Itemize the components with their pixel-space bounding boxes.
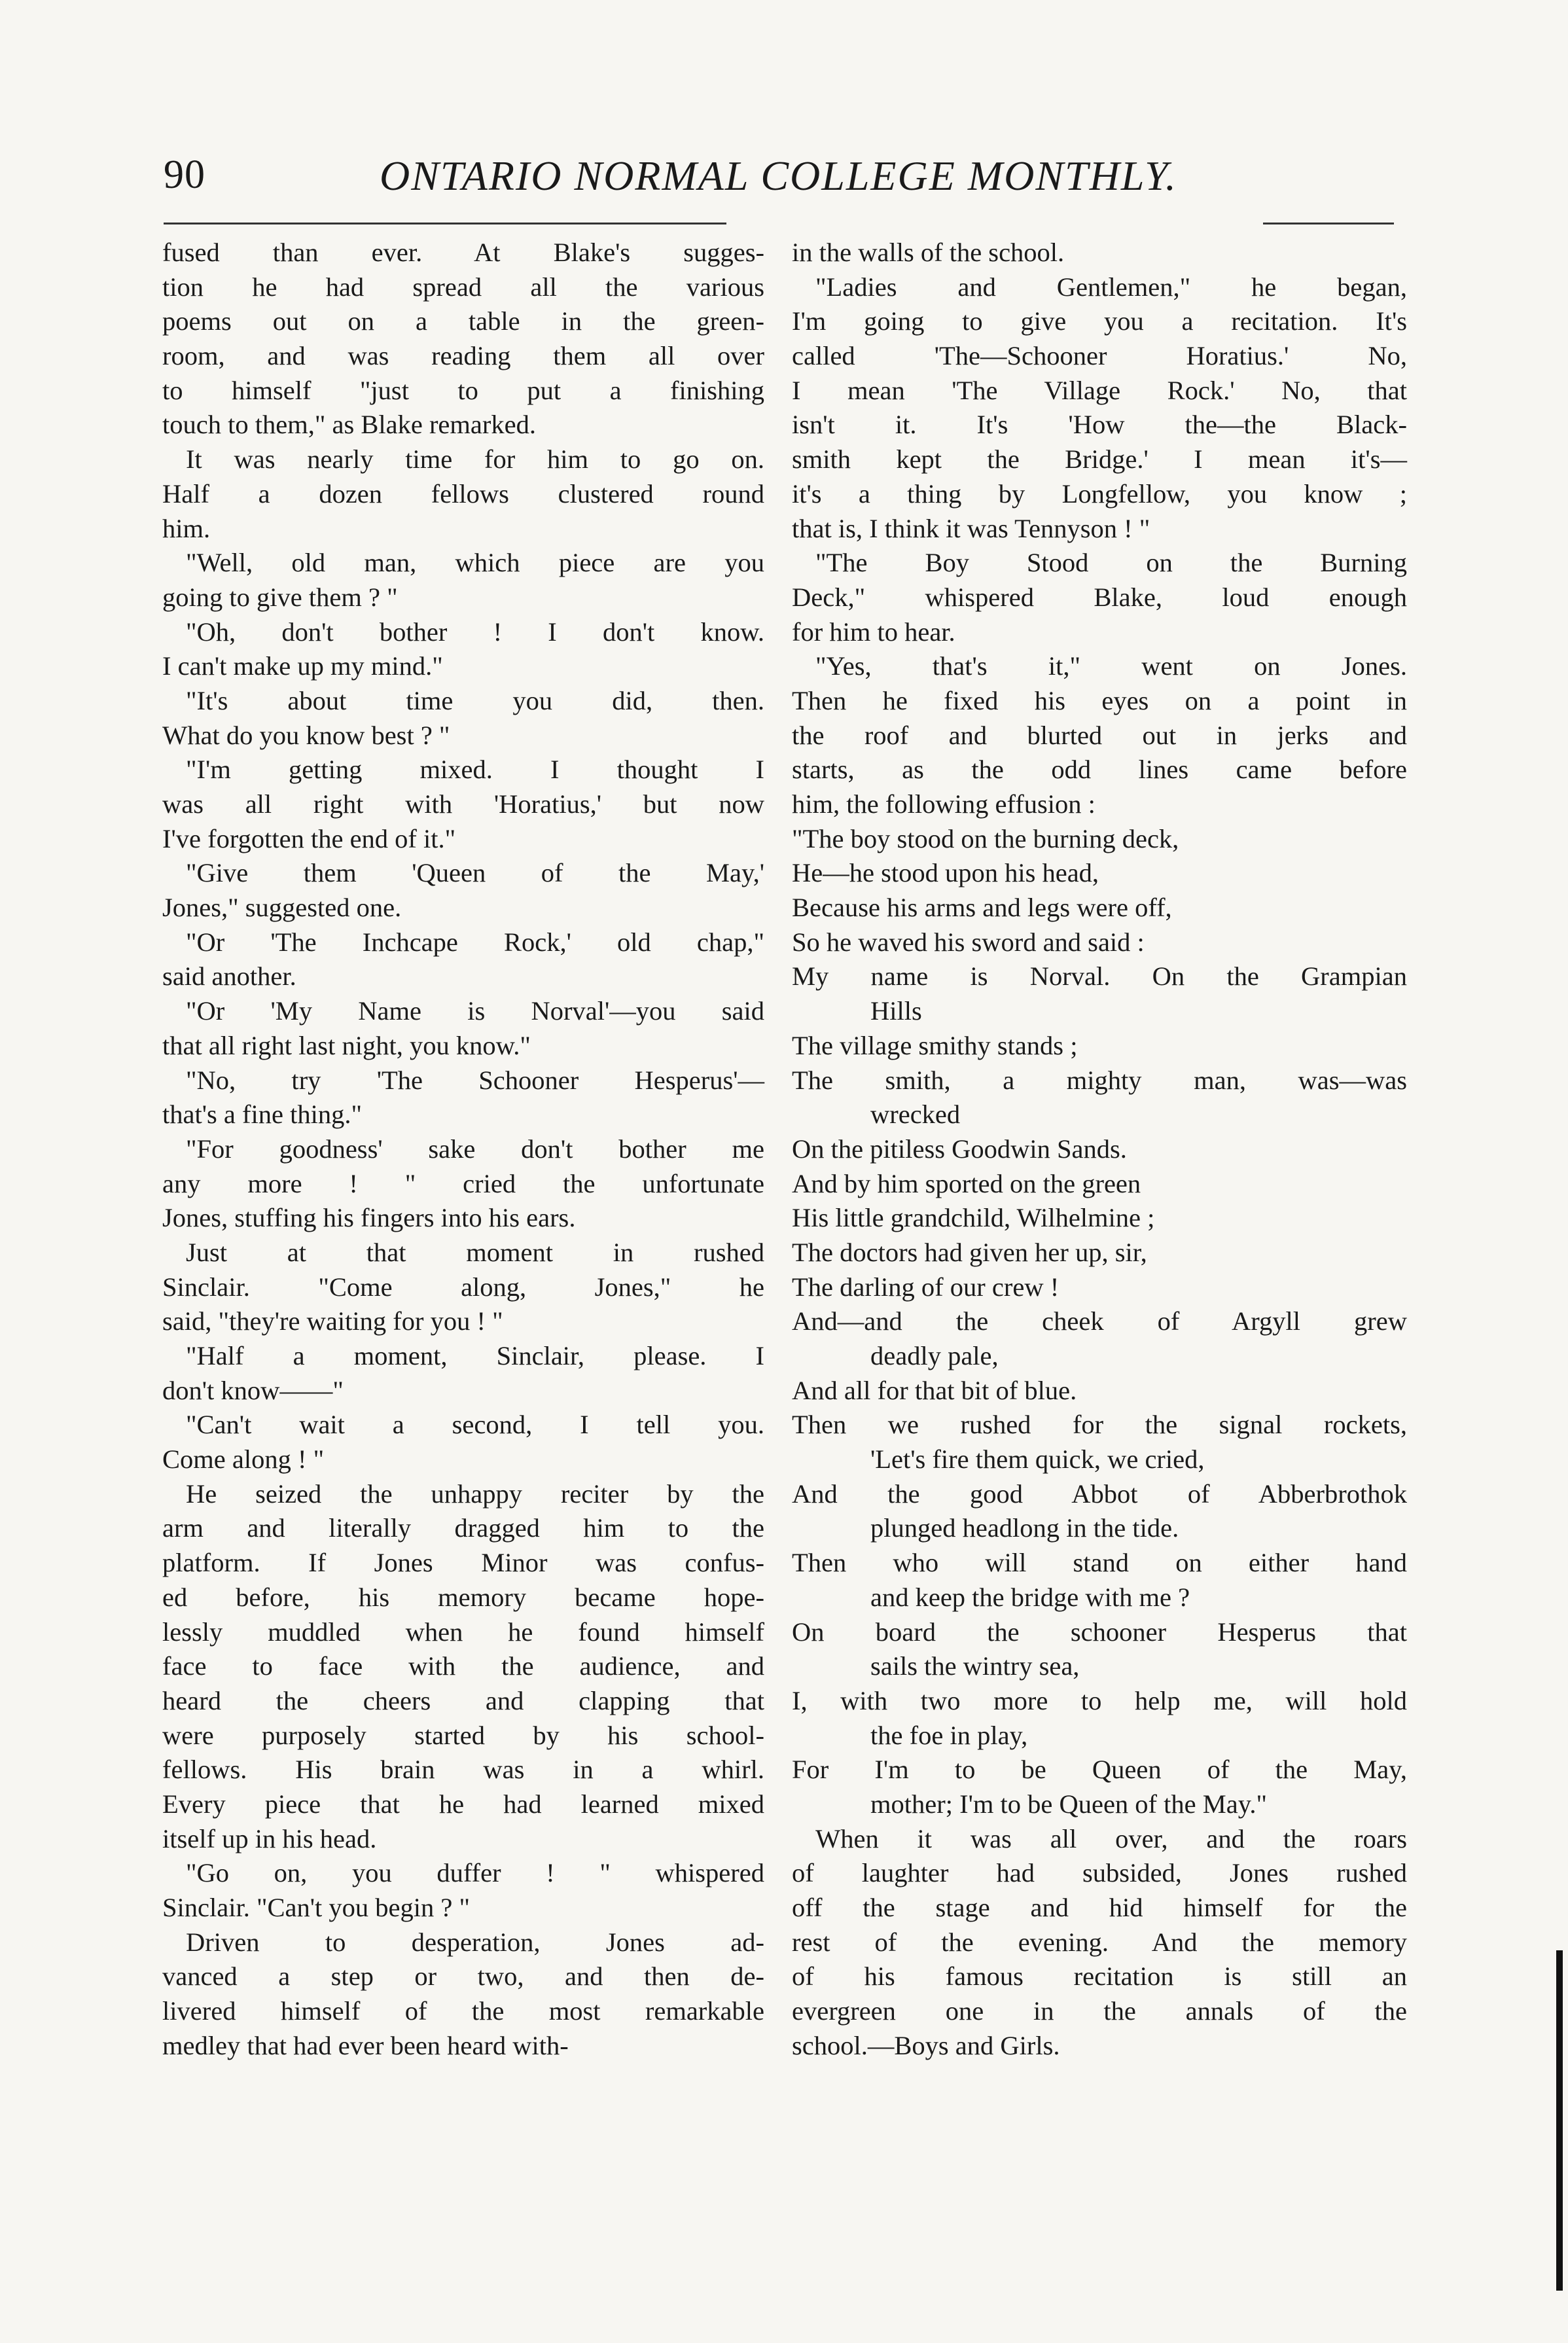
text-line: that all right last night, you know." xyxy=(162,1030,531,1060)
text-line: fellows. His brain was in a whirl. xyxy=(162,1755,764,1785)
text-line: in the walls of the school. xyxy=(792,238,1065,267)
text-line: And the good Abbot of Abberbrothok xyxy=(792,1478,1407,1509)
text-line: What do you know best ? " xyxy=(162,720,450,750)
text-line: deadly pale, xyxy=(870,1341,999,1370)
text-line: to himself "just to put a finishing xyxy=(162,375,764,405)
text-line: Sinclair. "Can't you begin ? " xyxy=(162,1893,471,1922)
text-line: "The boy stood on the burning deck, xyxy=(792,823,1179,853)
text-line: "Oh, don't bother ! I don't know. xyxy=(186,617,764,647)
text-line: was all right with 'Horatius,' but now xyxy=(162,789,764,819)
text-line: said another. xyxy=(162,961,296,992)
text-line: Driven to desperation, Jones ad- xyxy=(186,1927,764,1957)
page-header xyxy=(164,152,1394,211)
text-line: Because his arms and legs were off, xyxy=(792,893,1172,923)
text-line: Jones, stuffing his fingers into his ears. xyxy=(162,1203,576,1233)
text-line: and keep the bridge with me ? xyxy=(870,1582,1190,1612)
text-line: Hills xyxy=(870,996,922,1026)
right-text-column xyxy=(792,236,1407,2063)
text-line: of laughter had subsided, Jones rushed xyxy=(792,1858,1407,1888)
text-line: starts, as the odd lines came before xyxy=(792,755,1407,785)
text-line: itself up in his head. xyxy=(162,1823,377,1853)
text-line: that's a fine thing." xyxy=(162,1100,363,1130)
text-line: I mean 'The Village Rock.' No, that xyxy=(792,375,1407,405)
text-line: Deck," whispered Blake, loud enough xyxy=(792,582,1407,612)
text-line: him. xyxy=(162,513,211,543)
text-line: Every piece that he had learned mixed xyxy=(162,1789,764,1819)
text-line: So he waved his sword and said : xyxy=(792,927,1145,957)
text-line: Then he fixed his eyes on a point in xyxy=(792,685,1407,715)
text-line: evergreen one in the annals of the xyxy=(792,1996,1407,2026)
page-number: 90 xyxy=(164,152,205,197)
text-line: said, "they're waiting for you ! " xyxy=(162,1306,503,1336)
text-line: "It's about time you did, then. xyxy=(186,685,764,715)
text-line: don't know——" xyxy=(162,1375,344,1405)
text-line: "Or 'The Inchcape Rock,' old chap," xyxy=(186,927,764,957)
text-line: On the pitiless Goodwin Sands. xyxy=(792,1134,1127,1164)
text-line: isn't it. It's 'How the—the Black- xyxy=(792,410,1407,440)
text-line: I, with two more to help me, will hold xyxy=(792,1685,1407,1715)
text-line: "I'm getting mixed. I thought I xyxy=(186,755,764,785)
text-line: Then we rushed for the signal rockets, xyxy=(792,1410,1407,1440)
text-line: "No, try 'The Schooner Hesperus'— xyxy=(186,1065,764,1095)
text-line: for him to hear. xyxy=(792,617,955,647)
text-line: it's a thing by Longfellow, you know ; xyxy=(792,478,1407,509)
text-line: He seized the unhappy reciter by the xyxy=(186,1478,764,1509)
text-line: ed before, his memory became hope- xyxy=(162,1582,764,1612)
text-line: the foe in play, xyxy=(870,1720,1028,1750)
text-line: "Go on, you duffer ! " whispered xyxy=(186,1858,764,1888)
text-line: plunged headlong in the tide. xyxy=(870,1513,1179,1543)
text-line: It was nearly time for him to go on. xyxy=(186,444,764,474)
text-line: going to give them ? " xyxy=(162,582,398,612)
text-line: any more ! " cried the unfortunate xyxy=(162,1168,764,1198)
text-line: him, the following effusion : xyxy=(792,789,1096,819)
text-line: "Well, old man, which piece are you xyxy=(186,548,764,578)
text-line: mother; I'm to be Queen of the May." xyxy=(870,1789,1268,1819)
text-line: face to face with the audience, and xyxy=(162,1651,764,1681)
margin-bar xyxy=(1556,1950,1563,2291)
text-line: "Ladies and Gentlemen," he began, xyxy=(815,272,1407,302)
text-line: He—he stood upon his head, xyxy=(792,858,1099,888)
text-line: "Half a moment, Sinclair, please. I xyxy=(186,1341,764,1370)
text-line: "For goodness' sake don't bother me xyxy=(186,1134,764,1164)
text-line: I can't make up my mind." xyxy=(162,651,443,681)
text-line: 'Let's fire them quick, we cried, xyxy=(870,1444,1205,1475)
left-text-column xyxy=(162,236,764,2063)
text-line: called 'The—Schooner Horatius.' No, xyxy=(792,341,1407,371)
text-line: touch to them," as Blake remarked. xyxy=(162,410,536,440)
text-line: Come along ! " xyxy=(162,1444,325,1475)
text-line: sails the wintry sea, xyxy=(870,1651,1080,1681)
text-line: And all for that bit of blue. xyxy=(792,1375,1077,1405)
text-line: that is, I think it was Tennyson ! " xyxy=(792,513,1150,543)
text-line: And—and the cheek of Argyll grew xyxy=(792,1306,1407,1336)
text-line: vanced a step or two, and then de- xyxy=(162,1961,764,1992)
text-line: The doctors had given her up, sir, xyxy=(792,1237,1147,1267)
text-line: school.—Boys and Girls. xyxy=(792,2030,1060,2060)
text-line: Half a dozen fellows clustered round xyxy=(162,478,764,509)
text-line: room, and was reading them all over xyxy=(162,341,764,371)
text-line: "The Boy Stood on the Burning xyxy=(815,548,1407,578)
header-rule-right xyxy=(1263,223,1394,224)
text-line: medley that had ever been heard with- xyxy=(162,2030,569,2060)
header-rule-left xyxy=(164,223,726,224)
text-line: I've forgotten the end of it." xyxy=(162,823,456,853)
text-line: poems out on a table in the green- xyxy=(162,306,764,336)
text-line: On board the schooner Hesperus that xyxy=(792,1617,1407,1647)
text-line: livered himself of the most remarkable xyxy=(162,1996,764,2026)
text-line: "Give them 'Queen of the May,' xyxy=(186,858,764,888)
text-line: were purposely started by his school- xyxy=(162,1720,764,1750)
text-line: of his famous recitation is still an xyxy=(792,1961,1407,1992)
text-line: For I'm to be Queen of the May, xyxy=(792,1755,1407,1785)
text-line: Then who will stand on either hand xyxy=(792,1548,1407,1578)
text-line: "Can't wait a second, I tell you. xyxy=(186,1410,764,1440)
text-line: heard the cheers and clapping that xyxy=(162,1685,764,1715)
text-line: Sinclair. "Come along, Jones," he xyxy=(162,1272,764,1302)
text-line: rest of the evening. And the memory xyxy=(792,1927,1407,1957)
text-line: The smith, a mighty man, was—was xyxy=(792,1065,1407,1095)
text-line: fused than ever. At Blake's sugges- xyxy=(162,238,764,267)
text-line: When it was all over, and the roars xyxy=(815,1823,1407,1853)
text-line: tion he had spread all the various xyxy=(162,272,764,302)
text-line: smith kept the Bridge.' I mean it's— xyxy=(792,444,1407,474)
text-line: The village smithy stands ; xyxy=(792,1030,1078,1060)
text-line: lessly muddled when he found himself xyxy=(162,1617,764,1647)
text-line: Jones," suggested one. xyxy=(162,893,402,923)
text-line: And by him sported on the green xyxy=(792,1168,1141,1198)
running-title: ONTARIO NORMAL COLLEGE MONTHLY. xyxy=(380,152,1177,199)
text-line: "Yes, that's it," went on Jones. xyxy=(815,651,1407,681)
text-line: platform. If Jones Minor was confus- xyxy=(162,1548,764,1578)
text-line: arm and literally dragged him to the xyxy=(162,1513,764,1543)
text-line: His little grandchild, Wilhelmine ; xyxy=(792,1203,1155,1233)
text-line: Just at that moment in rushed xyxy=(186,1237,764,1267)
text-line: "Or 'My Name is Norval'—you said xyxy=(186,996,764,1026)
text-line: wrecked xyxy=(870,1100,961,1130)
text-line: I'm going to give you a recitation. It's xyxy=(792,306,1407,336)
text-line: My name is Norval. On the Grampian xyxy=(792,961,1407,992)
text-line: off the stage and hid himself for the xyxy=(792,1893,1407,1922)
text-line: the roof and blurted out in jerks and xyxy=(792,720,1407,750)
text-line: The darling of our crew ! xyxy=(792,1272,1060,1302)
